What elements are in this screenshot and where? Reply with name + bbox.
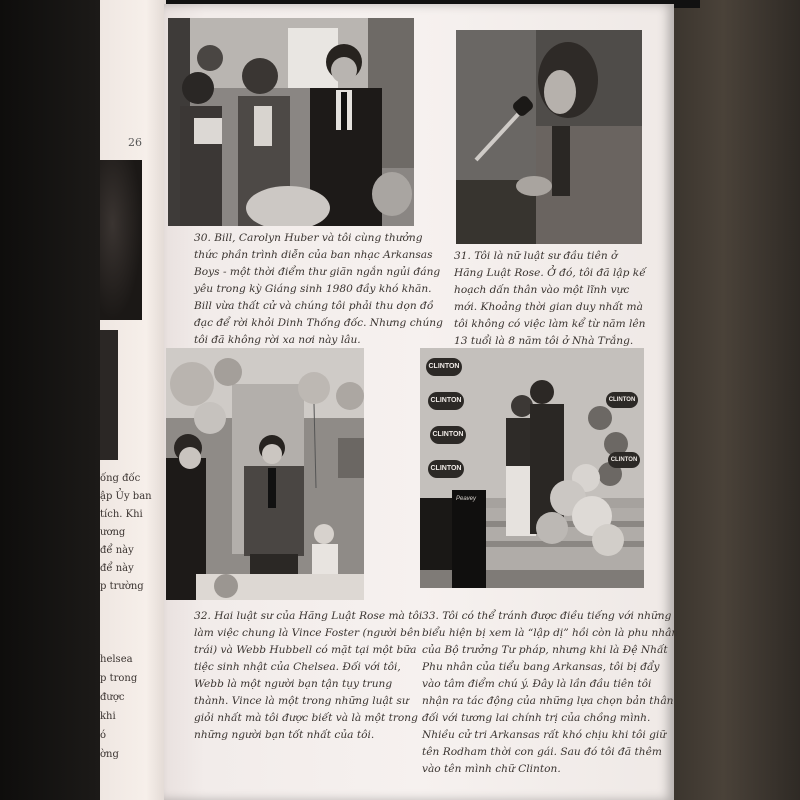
left-text-line: ống đốc bbox=[100, 473, 141, 484]
caption-line: 33. Tôi có thể tránh được điều tiếng với những bbox=[422, 610, 672, 622]
caption-33 bbox=[422, 608, 678, 778]
clinton-sign: CLINTON bbox=[428, 460, 464, 478]
caption-line: Boys - một thời điểm thư giãn ngắn ngủi đáng bbox=[194, 266, 441, 278]
dark-background-left bbox=[0, 0, 100, 800]
left-page bbox=[100, 0, 166, 800]
left-text-line: helsea bbox=[100, 654, 133, 665]
caption-line: Nhiều cử tri Arkansas rất khó chịu khi tôi giữ bbox=[422, 729, 667, 741]
caption-line: thành. Vince là một trong những luật sư bbox=[194, 695, 409, 707]
left-page-text-2 bbox=[100, 650, 166, 764]
photo-bill-carolyn-huber bbox=[168, 18, 414, 226]
caption-line: hoạch dấn thân vào một lĩnh vực bbox=[454, 284, 630, 296]
left-text-line: để này bbox=[100, 545, 134, 556]
caption-line: Phu nhân của tiểu bang Arkansas, tôi bị đẩy bbox=[422, 661, 660, 673]
caption-line: 13 tuổi là 8 năm tôi ở Nhà Trắng. bbox=[454, 335, 634, 347]
caption-31 bbox=[454, 248, 646, 350]
caption-line: giỏi nhất mà tôi được biết và là một trong bbox=[194, 712, 418, 724]
left-text-line: khi bbox=[100, 711, 116, 722]
caption-30 bbox=[194, 230, 443, 349]
photo-lawyer-speaking bbox=[456, 30, 642, 244]
left-text-line: ờng bbox=[100, 749, 119, 760]
caption-line: mới. Khoảng thời gian duy nhất mà bbox=[454, 301, 643, 313]
caption-line: vào tên mình chữ Clinton. bbox=[422, 763, 561, 775]
caption-line: 30. Bill, Carolyn Huber và tôi cùng thưởng bbox=[194, 232, 423, 244]
left-text-line: được bbox=[100, 692, 125, 703]
caption-line: tên Rodham thời con gái. Sau đó tôi đã thêm bbox=[422, 746, 662, 758]
left-text-line: ập Ủy ban bbox=[100, 491, 152, 502]
caption-line: yêu trong kỳ Giáng sinh 1980 đầy khó khăn. bbox=[194, 283, 432, 295]
caption-line: vào tâm điểm chú ý. Đây là lần đầu tiên tôi bbox=[422, 678, 652, 690]
clinton-sign: CLINTON bbox=[426, 358, 462, 376]
left-text-line: ó bbox=[100, 730, 107, 741]
photo-birthday-party bbox=[166, 348, 364, 600]
caption-line: tôi không có việc làm kể từ năm lên bbox=[454, 318, 646, 330]
caption-line: Webb là một người bạn tận tụy trung bbox=[194, 678, 393, 690]
caption-line: làm việc chung là Vince Foster (người bên bbox=[194, 627, 421, 639]
left-page-photo bbox=[100, 160, 142, 320]
caption-line: những người bạn tốt nhất của tôi. bbox=[194, 729, 375, 741]
caption-line: của Bộ trưởng Tư pháp, nhưng khi là Đệ Nhất bbox=[422, 644, 668, 656]
photo-32-image bbox=[166, 348, 364, 600]
caption-line: biểu hiện bị xem là “lập dị” hồi còn là phu nhân bbox=[422, 627, 679, 639]
clinton-sign: CLINTON bbox=[608, 452, 640, 468]
left-text-line: p trong bbox=[100, 673, 138, 684]
left-text-line: tích. Khi bbox=[100, 509, 143, 520]
book-page bbox=[164, 4, 679, 800]
left-text-line: để này bbox=[100, 563, 134, 574]
caption-line: trái) và Webb Hubbell có mặt tại một bữa bbox=[194, 644, 417, 656]
fabric-background-right bbox=[672, 0, 800, 800]
clinton-sign: CLINTON bbox=[428, 392, 464, 410]
caption-line: Bill vừa thất cử và chúng tôi phải thu dọn đồ bbox=[194, 300, 434, 312]
caption-line: đối với tương lai chính trị của chồng mình. bbox=[422, 712, 651, 724]
clinton-sign: CLINTON bbox=[606, 392, 638, 408]
left-text-line: p trường bbox=[100, 581, 144, 592]
caption-line: tôi đã không rời xa nơi này lâu. bbox=[194, 334, 361, 346]
caption-32 bbox=[194, 608, 422, 744]
page-number: 26 bbox=[128, 136, 142, 149]
amp-brand-label: Peavey bbox=[456, 496, 477, 502]
caption-line: 32. Hai luật sư của Hãng Luật Rose mà tôi bbox=[194, 610, 423, 622]
caption-line: thức phần trình diễn của ban nhạc Arkansas bbox=[194, 249, 433, 261]
left-page-text bbox=[100, 470, 166, 596]
caption-line: nhận ra tác động của những lựa chọn bản thân bbox=[422, 695, 674, 707]
photo-clinton-stage bbox=[420, 348, 644, 588]
caption-line: đạc để rời khỏi Dinh Thống đốc. Nhưng chúng bbox=[194, 317, 443, 329]
left-page-photo-2 bbox=[100, 330, 118, 460]
left-text-line: ương bbox=[100, 527, 126, 538]
photo-30-image bbox=[168, 18, 414, 226]
caption-line: tiệc sinh nhật của Chelsea. Đối với tôi, bbox=[194, 661, 401, 673]
caption-line: 31. Tôi là nữ luật sư đầu tiên ở bbox=[454, 250, 618, 262]
clinton-sign: CLINTON bbox=[430, 426, 466, 444]
caption-line: Hãng Luật Rose. Ở đó, tôi đã lập kế bbox=[454, 267, 646, 279]
photo-31-image bbox=[456, 30, 642, 244]
